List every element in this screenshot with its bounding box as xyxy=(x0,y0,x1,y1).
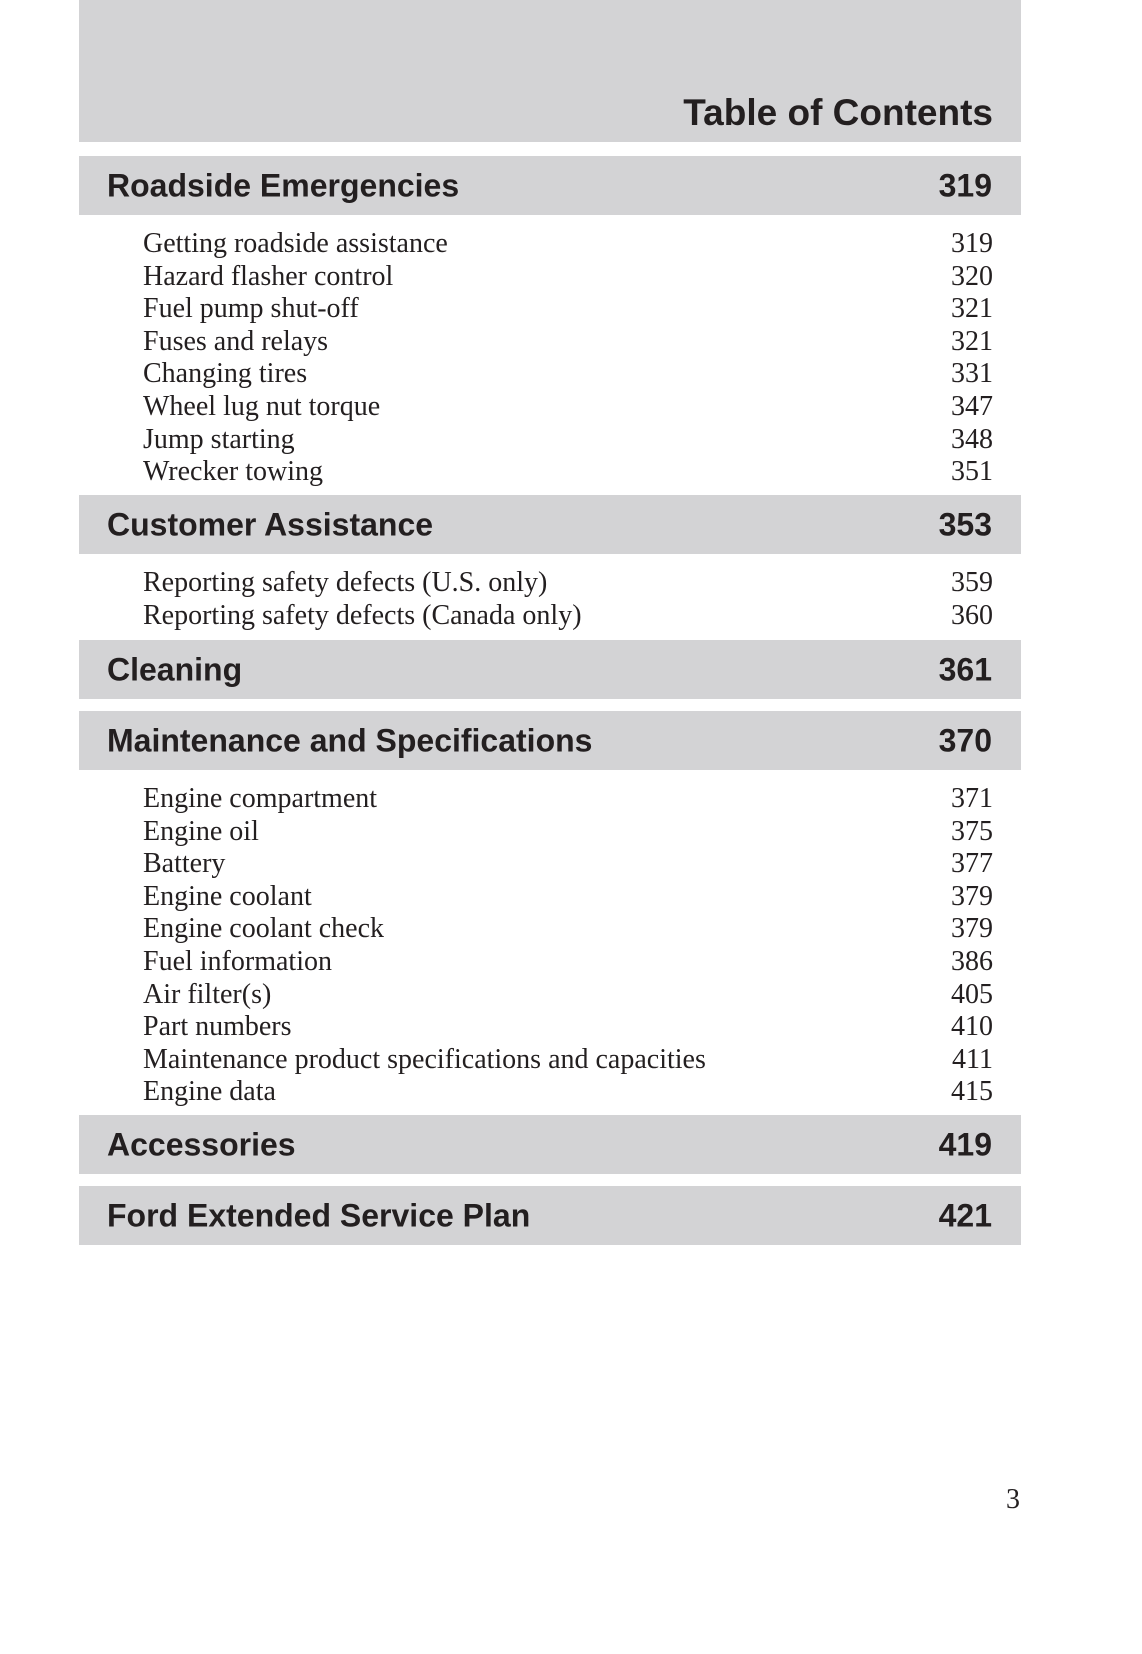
section-title: Customer Assistance xyxy=(107,506,434,542)
section-title: Maintenance and Specifications xyxy=(107,722,593,758)
toc-entry-label: Air filter(s) xyxy=(143,978,272,1010)
page-number: 3 xyxy=(1006,1484,1020,1515)
toc-entry[interactable] xyxy=(143,1044,993,1077)
toc-entry[interactable] xyxy=(143,293,993,326)
toc-entry-page: 377 xyxy=(951,848,993,880)
toc-entry-page: 415 xyxy=(951,1076,993,1108)
toc-entry-list xyxy=(143,228,993,489)
toc-entry-label: Battery xyxy=(143,848,226,880)
toc-entry-label: Hazard flasher control xyxy=(143,260,394,292)
section-title: Cleaning xyxy=(107,651,243,687)
section-title: Ford Extended Service Plan xyxy=(107,1197,531,1233)
toc-entry-label: Wheel lug nut torque xyxy=(143,390,381,422)
toc-entry-page: 331 xyxy=(951,358,993,390)
toc-entry-label: Part numbers xyxy=(143,1011,292,1043)
toc-entry-page: 351 xyxy=(951,456,993,488)
toc-entry[interactable] xyxy=(143,600,993,633)
toc-entry[interactable] xyxy=(143,326,993,359)
header-band xyxy=(79,0,1021,142)
section-page-number: 370 xyxy=(938,722,992,758)
toc-entry-page: 375 xyxy=(951,815,993,847)
toc-entry-page: 386 xyxy=(951,945,993,977)
toc-entry-label: Engine coolant check xyxy=(143,913,385,945)
section-header-ford-extended-service-plan[interactable] xyxy=(79,1186,1021,1245)
toc-entry[interactable] xyxy=(143,946,993,979)
toc-entry-label: Wrecker towing xyxy=(143,456,324,488)
toc-entry-list xyxy=(143,783,993,1109)
toc-entry[interactable] xyxy=(143,848,993,881)
toc-entry-page: 359 xyxy=(951,567,993,598)
toc-entry[interactable] xyxy=(143,881,993,914)
toc-entry[interactable] xyxy=(143,1011,993,1044)
toc-entry-page: 320 xyxy=(951,260,993,292)
toc-entry-page: 319 xyxy=(951,228,993,259)
toc-entry-label: Changing tires xyxy=(143,358,308,390)
section-title: Roadside Emergencies xyxy=(107,167,460,203)
section-page-number: 319 xyxy=(938,167,992,203)
toc-entry[interactable] xyxy=(143,391,993,424)
toc-entry-list xyxy=(143,567,993,632)
toc-entry-page: 360 xyxy=(951,599,993,631)
toc-entry-label: Maintenance product specifications and capacities xyxy=(143,1043,706,1075)
toc-entry[interactable] xyxy=(143,358,993,391)
toc-entry-label: Fuel pump shut-off xyxy=(143,293,359,325)
toc-entry-label: Fuel information xyxy=(143,945,332,977)
toc-entry[interactable] xyxy=(143,567,993,600)
section-page-number: 421 xyxy=(938,1197,992,1233)
toc-entry[interactable] xyxy=(143,913,993,946)
toc-entry-page: 411 xyxy=(952,1043,993,1075)
section-page-number: 361 xyxy=(938,651,992,687)
toc-entry-page: 379 xyxy=(951,913,993,945)
toc-entry[interactable] xyxy=(143,228,993,261)
toc-entry[interactable] xyxy=(143,1076,993,1109)
toc-entry-page: 410 xyxy=(951,1011,993,1043)
toc-entry-page: 321 xyxy=(951,293,993,325)
page-title: Table of Contents xyxy=(683,92,993,133)
toc-entry-label: Engine data xyxy=(143,1076,276,1108)
section-page-number: 353 xyxy=(938,506,992,542)
toc-entry[interactable] xyxy=(143,424,993,457)
section-header-maintenance-and-specifications[interactable] xyxy=(79,711,1021,770)
toc-entry-label: Engine coolant xyxy=(143,880,312,912)
toc-entry-label: Reporting safety defects (Canada only) xyxy=(143,599,582,631)
toc-entry[interactable] xyxy=(143,816,993,849)
toc-entry-page: 321 xyxy=(951,325,993,357)
section-header-roadside-emergencies[interactable] xyxy=(79,156,1021,215)
toc-entry-page: 405 xyxy=(951,978,993,1010)
toc-entry[interactable] xyxy=(143,979,993,1012)
toc-entry-label: Reporting safety defects (U.S. only) xyxy=(143,567,548,598)
section-header-cleaning[interactable] xyxy=(79,640,1021,699)
toc-entry-page: 371 xyxy=(951,783,993,814)
toc-entry[interactable] xyxy=(143,456,993,489)
toc-entry-page: 347 xyxy=(951,390,993,422)
section-title: Accessories xyxy=(107,1126,296,1162)
toc-entry-label: Engine oil xyxy=(143,815,259,847)
toc-entry-label: Getting roadside assistance xyxy=(143,228,448,259)
section-header-customer-assistance[interactable] xyxy=(79,495,1021,554)
toc-entry-label: Engine compartment xyxy=(143,783,378,814)
toc-entry[interactable] xyxy=(143,783,993,816)
section-header-accessories[interactable] xyxy=(79,1115,1021,1174)
toc-entry-page: 379 xyxy=(951,880,993,912)
toc-entry-label: Jump starting xyxy=(143,423,295,455)
toc-entry-label: Fuses and relays xyxy=(143,325,329,357)
toc-entry[interactable] xyxy=(143,261,993,294)
toc-entry-page: 348 xyxy=(951,423,993,455)
section-page-number: 419 xyxy=(938,1126,992,1162)
